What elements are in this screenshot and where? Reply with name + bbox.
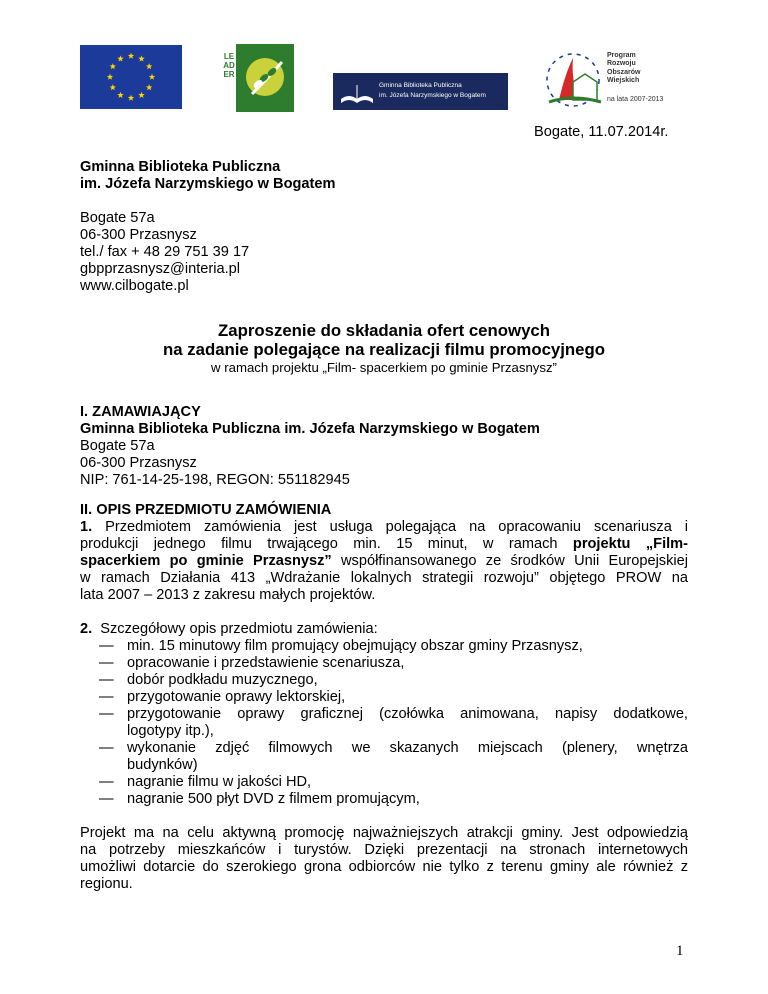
eu-star-icon <box>117 92 123 98</box>
list-dash-5: — <box>99 706 114 722</box>
sender-name-2: im. Józefa Narzymskiego w Bogatem <box>80 176 336 192</box>
p2-intro-text: Szczegółowy opis przedmiotu zamówienia: <box>100 621 378 637</box>
list-item-2: opracowanie i przedstawienie scenariusza, <box>127 655 405 671</box>
list-dash-4: — <box>99 689 114 705</box>
p1-line-3-text: współfinansowanego ze środków Unii Europejskiej <box>331 553 689 569</box>
list-item-5-cont: logotypy itp.), <box>127 723 214 739</box>
section1-ids: NIP: 761-14-25-198, REGON: 551182945 <box>80 472 350 488</box>
section1-heading: I. ZAMAWIAJĄCY <box>80 404 201 420</box>
eu-star-icon <box>128 53 134 59</box>
section2-heading: II. OPIS PRZEDMIOTU ZAMÓWIENIA <box>80 502 332 518</box>
p1-number: 1. <box>80 519 93 535</box>
prow-emblem-icon <box>543 44 607 112</box>
leader-logo <box>222 44 294 112</box>
list-item-3: dobór podkładu muzycznego, <box>127 672 318 688</box>
leader-plant-icon <box>244 54 288 100</box>
p2-intro <box>80 621 378 638</box>
list-dash-3: — <box>99 672 114 688</box>
eu-star-icon <box>107 74 113 80</box>
list-item-4: przygotowanie oprawy lektorskiej, <box>127 689 346 705</box>
eu-star-icon <box>138 55 144 61</box>
date-line: Bogate, 11.07.2014r. <box>534 124 669 140</box>
list-item-6: wykonanie zdjęć filmowych we skazanych miejscach (plenery, wnętrza <box>127 740 688 756</box>
list-item-8: nagranie 500 płyt DVD z filmem promującym, <box>127 791 420 807</box>
title-subtitle: w ramach projektu „Film- spacerkiem po gminie Przasnysz” <box>211 360 557 375</box>
p1-line-1 <box>80 519 688 536</box>
library-logo-line1: Gminna Biblioteka Publiczna <box>379 82 462 89</box>
sender-address-1: Bogate 57a <box>80 210 155 226</box>
leader-strip <box>222 44 236 112</box>
page-number: 1 <box>676 943 684 959</box>
section1-name: Gminna Biblioteka Publiczna im. Józefa Narzymskiego w Bogatem <box>80 421 540 437</box>
p1-line-3 <box>80 553 688 570</box>
sender-name-1: Gminna Biblioteka Publiczna <box>80 159 281 175</box>
eu-star-icon <box>149 74 155 80</box>
eu-star-icon <box>117 55 123 61</box>
library-logo-line2: im. Józefa Narzymskiego w Bogatem <box>379 92 486 99</box>
leader-text: LEADER <box>223 52 235 79</box>
eu-star-icon <box>110 84 116 90</box>
p1-line-2 <box>80 536 688 553</box>
title-line-1: Zaproszenie do składania ofert cenowych <box>218 321 550 340</box>
section1-address-2: 06-300 Przasnysz <box>80 455 197 471</box>
list-item-5: przygotowanie oprawy graficznej (czołówka animowana, napisy dodatkowe, <box>127 706 688 722</box>
list-dash-1: — <box>99 638 114 654</box>
p1-line-5: lata 2007 – 2013 z zakresu małych projektów. <box>80 587 376 603</box>
list-dash-7: — <box>99 774 114 790</box>
prow-line-1: Program <box>607 52 636 59</box>
prow-text <box>607 52 640 85</box>
prow-line-2: Rozwoju <box>607 60 636 68</box>
p1-line-1-text: Przedmiotem zamówienia jest usługa polegająca na opracowaniu scenariusza i <box>105 519 688 535</box>
open-book-icon <box>339 79 375 105</box>
closing-line-3: umożliwi dotarcie do szerokiego grona odbiorców nie tylko z terenu gminy ale również z <box>80 859 688 875</box>
eu-star-icon <box>146 63 152 69</box>
p2-number: 2. <box>80 621 93 637</box>
sender-address-2: 06-300 Przasnysz <box>80 227 197 243</box>
library-logo <box>333 73 508 110</box>
prow-line-3: Obszarów <box>607 68 641 76</box>
list-item-1: min. 15 minutowy film promujący obejmujący obszar gminy Przasnysz, <box>127 638 583 654</box>
eu-stars-icon <box>80 45 182 109</box>
list-item-7: nagranie filmu w jakości HD, <box>127 774 312 790</box>
eu-star-icon <box>110 63 116 69</box>
prow-logo <box>543 44 683 112</box>
sender-website: www.cilbogate.pl <box>80 278 189 294</box>
list-dash-8: — <box>99 791 114 807</box>
title-line-2: na zadanie polegające na realizacji filmu promocyjnego <box>162 340 606 359</box>
eu-star-icon <box>138 92 144 98</box>
eu-star-icon <box>128 95 134 101</box>
list-item-6-cont: budynków) <box>127 757 198 773</box>
p1-project-name-part2: spacerkiem po gminie Przasnysz” <box>80 553 332 569</box>
prow-years: na lata 2007-2013 <box>607 96 664 103</box>
sender-email: gbpprzasnysz@interia.pl <box>80 261 241 277</box>
closing-line-1: Projekt ma na celu aktywną promocję najważniejszych atrakcji gminy. Jest odpowiedzią <box>80 825 688 841</box>
eu-flag-logo <box>80 45 182 109</box>
p1-project-name-part1: projektu „Film- <box>572 536 689 552</box>
p1-line-4: w ramach Działania 413 „Wdrażanie lokalnych strategii rozwoju” objętego PROW na <box>80 570 688 586</box>
p1-line-2-text: produkcji jednego filmu trwającego min. 15 minut, w ramach <box>80 536 573 552</box>
eu-star-icon <box>146 84 152 90</box>
sender-phone: tel./ fax + 48 29 751 39 17 <box>80 244 250 260</box>
closing-line-2: na potrzeby mieszkańców i turystów. Dzięki prezentacji na stronach internetowych <box>80 842 688 858</box>
list-dash-6: — <box>99 740 114 756</box>
section1-address-1: Bogate 57a <box>80 438 155 454</box>
closing-line-4: regionu. <box>80 876 133 892</box>
prow-line-4: Wiejskich <box>607 76 640 84</box>
list-dash-2: — <box>99 655 114 671</box>
